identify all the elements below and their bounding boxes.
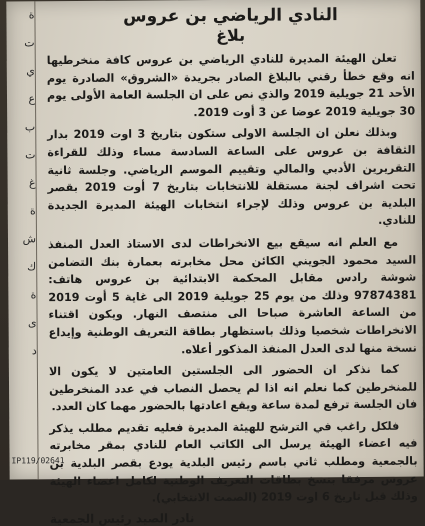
fragment-line: ة [30,288,37,302]
newspaper-page [6,0,423,526]
paragraph-correction: تعلن الهيئة المديرة للنادي الرياضي بن عروس كافة منخرطيها انه وقع خطأ رقني بالبلاغ الصادر بجريدة «الشروق» الصادرة يوم الأحد 21 جويلية 2019 والذي نص على ان الجلسة العامة الأولى يوم 30 جويلية 2019 عوضا عن 3 أوت 2019. [46,51,416,119]
fragment-line: ى [27,316,37,330]
announcement [46,3,418,526]
announcement-subtitle: بلاغ [215,25,246,45]
adjacent-column-fragment [6,1,38,479]
fragment-line: ة [29,204,36,218]
paragraph-candidacy: فلكل راغب في الترشح للهيئة المديرة فعليه تقديم مطلب يذكر فيه اعضاء الهيئة يرسل الى الكاتب العام للنادي بمقر مخابرته بالجمعية ومطلب ثاني باسم رئيس البلدية يودع بقصر البلدية بن عروس مرفقا بنسخ بطاقات التعريف الوطنية لكامل اعضاء الهيئة وذلك قبل تاريخ 6 اوت 2019 (الصمت الانتخابي). [49,419,418,505]
paragraph-quorum: كما نذكر ان الحضور الى الجلستين العامتين لا يكون الا للمنخرطين كما نعلم انه اذا لم يحصل النصاب في عدد المنخرطين فان الجلسة ترفع لمدة ساعة ويقع اعادتها بالحضور مهما كان العدد. [48,362,418,414]
fragment-line: ك [27,260,37,274]
paragraph-membership: مع العلم انه سيقع بيع الانخراطات لدى الاستاذ العدل المنفذ السيد محمود الجويني الكائن محل مخابرته بعمارة بنك التضامن شوشة رادس مقابل المحكمة الابتدائية بن عروس هاتف: 97874381 وذلك من يوم 25 جويلية 2019 الى غاية 5 أوت 2019 من الساعة العاشرة صباحا الى منتصف النهار. ويكون اقتناء الانخراطات شخصيا وذلك باستظهار بطاقة التعريف الوطنية وإيداع نسخة منها لدى العدل المنفذ المذكور أعلاه. [47,235,417,356]
paragraph-meetings: وبذلك نعلن ان الجلسة الاولى ستكون بتاريخ 3 اوت 2019 بدار الثقافة بن عروس على الساعة السادسة مساء وذلك للقراءة التقريرين الأدبي والمالي وتقييم الموسم الرياضي. وجلسة ثانية تحت اشراف لجنة مستقلة للانتخابات بتاريخ 7 أوت 2019 بقصر البلدية بن عروس وذلك لإجراء انتخابات الهيئة المديرة الجديدة للنادي. [47,126,416,228]
fragment-line: ة [28,8,35,22]
fragment-line: ش [22,232,37,246]
fragment-line: ب [24,120,36,134]
announcement-title: النادي الرياضي بن عروس [123,5,338,27]
fragment-line: ت [24,36,35,50]
ad-reference-code: IP119/02641 [11,456,65,466]
fragment-line: ي [26,64,35,78]
fragment-line: ع [28,92,36,106]
signature: نادر الصيد رئيس الجمعية [49,510,195,526]
fragment-line: ت [25,148,36,162]
fragment-line: غ [28,176,36,190]
fragment-line: د [31,344,37,358]
